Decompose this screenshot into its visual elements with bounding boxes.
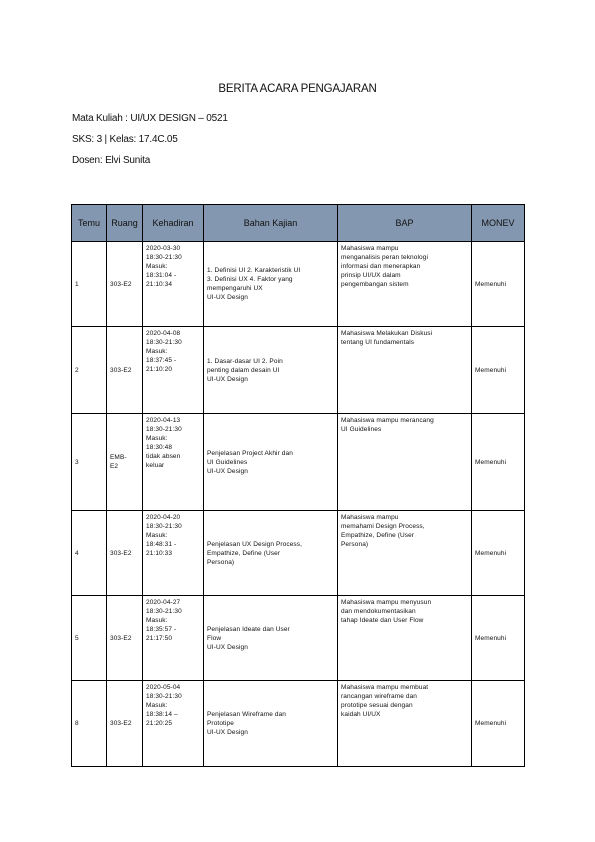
cell-kehadiran-line: keluar (146, 462, 165, 469)
course-info: Mata Kuliah : UI/UX DESIGN – 0521 (72, 113, 228, 124)
cell-bap-line: pengembangan sistem (341, 281, 409, 288)
cell-kehadiran-line: 18:37:45 - (146, 357, 177, 364)
cell-bahan-kajian-line: Flow (207, 634, 222, 642)
cell-kehadiran (143, 327, 204, 414)
cell-bap-line: Mahasiswa mampu membuat (341, 684, 429, 691)
cell-bap-line: Mahasiswa mampu menyusun (341, 599, 432, 606)
cell-kehadiran-line: 18:30-21:30 (146, 339, 182, 346)
cell-kehadiran-line: 18:30-21:30 (146, 254, 182, 261)
cell-monev: Memenuhi (472, 414, 525, 511)
cell-bahan-kajian-line: UI Guidelines (207, 458, 248, 466)
cell-bap-line: menganalisis peran teknologi (341, 254, 428, 261)
cell-bap-line: tahap Ideate dan User Flow (341, 617, 424, 624)
cell-ruang (107, 414, 143, 511)
cell-kehadiran-line: 18:38:14 – (146, 711, 178, 718)
cell-bap-line: Mahasiswa mampu merancang (341, 417, 434, 424)
cell-bap-line: Empathize, Define (User (341, 532, 415, 539)
cell-bap-line: dan mendokumentasikan (341, 608, 416, 615)
cell-kehadiran-line: 2020-04-20 (146, 514, 181, 521)
cell-bahan-kajian-line: Penjelasan UX Design Process, (207, 540, 303, 548)
cell-bahan-kajian (204, 327, 338, 414)
cell-ruang: 303-E2 (107, 681, 143, 767)
cell-bap-line: memahami Design Process, (341, 523, 425, 530)
cell-ruang: 303-E2 (107, 596, 143, 681)
header-kehadiran: Kehadiran (143, 205, 204, 242)
cell-kehadiran-line: Masuk: (146, 263, 168, 270)
cell-bap-line: tentang UI fundamentals (341, 339, 415, 346)
table-row (72, 327, 525, 414)
cell-bap-line: prinsip UI/UX dalam (341, 272, 401, 279)
cell-kehadiran-line: Masuk: (146, 532, 168, 539)
cell-bahan-kajian (204, 681, 338, 767)
cell-kehadiran (143, 681, 204, 767)
cell-kehadiran-line: 2020-03-30 (146, 245, 181, 252)
cell-bahan-kajian-line: UI-UX Design (207, 294, 248, 301)
cell-bap-line: prototipe sesuai dengan (341, 702, 413, 709)
table-header-row (72, 205, 525, 242)
cell-bahan-kajian-line: UI-UX Design (207, 643, 248, 651)
cell-bahan-kajian (204, 596, 338, 681)
cell-bahan-kajian-line: Prototipe (207, 720, 234, 727)
cell-kehadiran-line: 18:30-21:30 (146, 426, 182, 433)
cell-kehadiran-line: 2020-04-08 (146, 330, 181, 337)
cell-kehadiran-line: 18:30-21:30 (146, 523, 182, 530)
cell-bap-line: informasi dan menerapkan (341, 263, 421, 270)
cell-kehadiran-line: Masuk: (146, 617, 168, 624)
cell-bahan-kajian-line: UI-UX Design (207, 467, 248, 475)
cell-monev: Memenuhi (472, 511, 525, 596)
cell-ruang: 303-E2 (107, 511, 143, 596)
cell-kehadiran-line: 21:10:34 (146, 281, 173, 288)
cell-monev: Memenuhi (472, 596, 525, 681)
cell-kehadiran (143, 511, 204, 596)
header-monev: MONEV (472, 205, 525, 242)
cell-kehadiran-line: tidak absen (146, 453, 181, 460)
table-row (72, 242, 525, 327)
cell-kehadiran (143, 414, 204, 511)
cell-temu: 2 (72, 327, 107, 414)
cell-kehadiran-line: 18:48:31 - (146, 541, 177, 548)
cell-bap (338, 414, 472, 511)
teaching-record-table (71, 204, 525, 767)
cell-kehadiran-line: Masuk: (146, 702, 168, 709)
cell-kehadiran-line: 18:30:48 (146, 444, 173, 451)
cell-temu: 8 (72, 681, 107, 767)
cell-bahan-kajian (204, 414, 338, 511)
cell-bap (338, 327, 472, 414)
cell-bahan-kajian-line: UI-UX Design (207, 375, 248, 383)
cell-bap (338, 242, 472, 327)
cell-bap-line: rancangan wireframe dan (341, 693, 418, 700)
cell-bahan-kajian-line: Empathize, Define (User (207, 549, 281, 557)
cell-bahan-kajian-line: 1. Definisi UI 2. Karakteristik UI (207, 267, 301, 274)
header-bahan-kajian: Bahan Kajian (204, 205, 338, 242)
cell-kehadiran-line: 18:35:57 - (146, 626, 177, 633)
cell-kehadiran-line: 18:30-21:30 (146, 693, 182, 700)
cell-bahan-kajian-line: Penjelasan Project Akhir dan (207, 449, 293, 457)
cell-bahan-kajian-line: mempengaruhi UX (207, 285, 263, 292)
cell-kehadiran (143, 596, 204, 681)
cell-kehadiran-line: 2020-04-27 (146, 599, 181, 606)
cell-bahan-kajian-line: Persona) (207, 558, 235, 566)
cell-ruang: 303-E2 (107, 242, 143, 327)
cell-bahan-kajian-line: 1. Dasar-dasar UI 2. Poin (207, 357, 283, 365)
cell-bahan-kajian (204, 511, 338, 596)
cell-kehadiran-line: 21:10:33 (146, 550, 173, 557)
table-row (72, 511, 525, 596)
cell-kehadiran-line: 21:17:50 (146, 635, 173, 642)
cell-monev: Memenuhi (472, 681, 525, 767)
cell-temu: 3 (72, 414, 107, 511)
header-bap: BAP (338, 205, 472, 242)
table-row (72, 596, 525, 681)
header-temu: Temu (72, 205, 107, 242)
cell-monev: Memenuhi (472, 327, 525, 414)
cell-bap-line: Mahasiswa mampu (341, 514, 399, 521)
table-row (72, 414, 525, 511)
cell-kehadiran-line: 2020-05-04 (146, 684, 181, 691)
cell-kehadiran-line: 21:20:25 (146, 720, 173, 727)
cell-bap-line: Mahasiswa mampu (341, 245, 399, 252)
cell-bap-line: Persona) (341, 541, 369, 548)
cell-bahan-kajian-line: Penjelasan Wireframe dan (207, 711, 286, 718)
cell-temu: 5 (72, 596, 107, 681)
header-ruang: Ruang (107, 205, 143, 242)
cell-temu: 4 (72, 511, 107, 596)
cell-bap-line: Mahasiswa Melakukan Diskusi (341, 330, 433, 337)
cell-bahan-kajian-line: 3. Definisi UX 4. Faktor yang (207, 276, 293, 283)
cell-ruang-line: EMB- (110, 454, 127, 461)
cell-temu: 1 (72, 242, 107, 327)
cell-bahan-kajian-line: penting dalam desain UI (207, 366, 280, 374)
cell-kehadiran-line: 18:31:04 - (146, 272, 177, 279)
cell-ruang: 303-E2 (107, 327, 143, 414)
cell-kehadiran (143, 242, 204, 327)
sks-class-info: SKS: 3 | Kelas: 17.4C.05 (72, 134, 178, 145)
lecturer-info: Dosen: Elvi Sunita (72, 155, 151, 166)
cell-kehadiran-line: Masuk: (146, 435, 168, 442)
cell-monev: Memenuhi (472, 242, 525, 327)
cell-bap (338, 681, 472, 767)
cell-kehadiran-line: 2020-04-13 (146, 417, 181, 424)
cell-bap (338, 511, 472, 596)
cell-bahan-kajian-line: Penjelasan Ideate dan User (207, 625, 290, 633)
table-row (72, 681, 525, 767)
cell-bahan-kajian (204, 242, 338, 327)
cell-kehadiran-line: 21:10:20 (146, 366, 173, 373)
cell-bahan-kajian-line: UI-UX Design (207, 729, 248, 736)
document-title: BERITA ACARA PENGAJARAN (218, 83, 377, 95)
cell-bap-line: UI Guidelines (341, 426, 382, 433)
cell-kehadiran-line: 18:30-21:30 (146, 608, 182, 615)
cell-ruang-line: E2 (110, 463, 119, 470)
cell-bap (338, 596, 472, 681)
cell-bap-line: kaidah UI/UX (341, 711, 381, 718)
cell-kehadiran-line: Masuk: (146, 348, 168, 355)
